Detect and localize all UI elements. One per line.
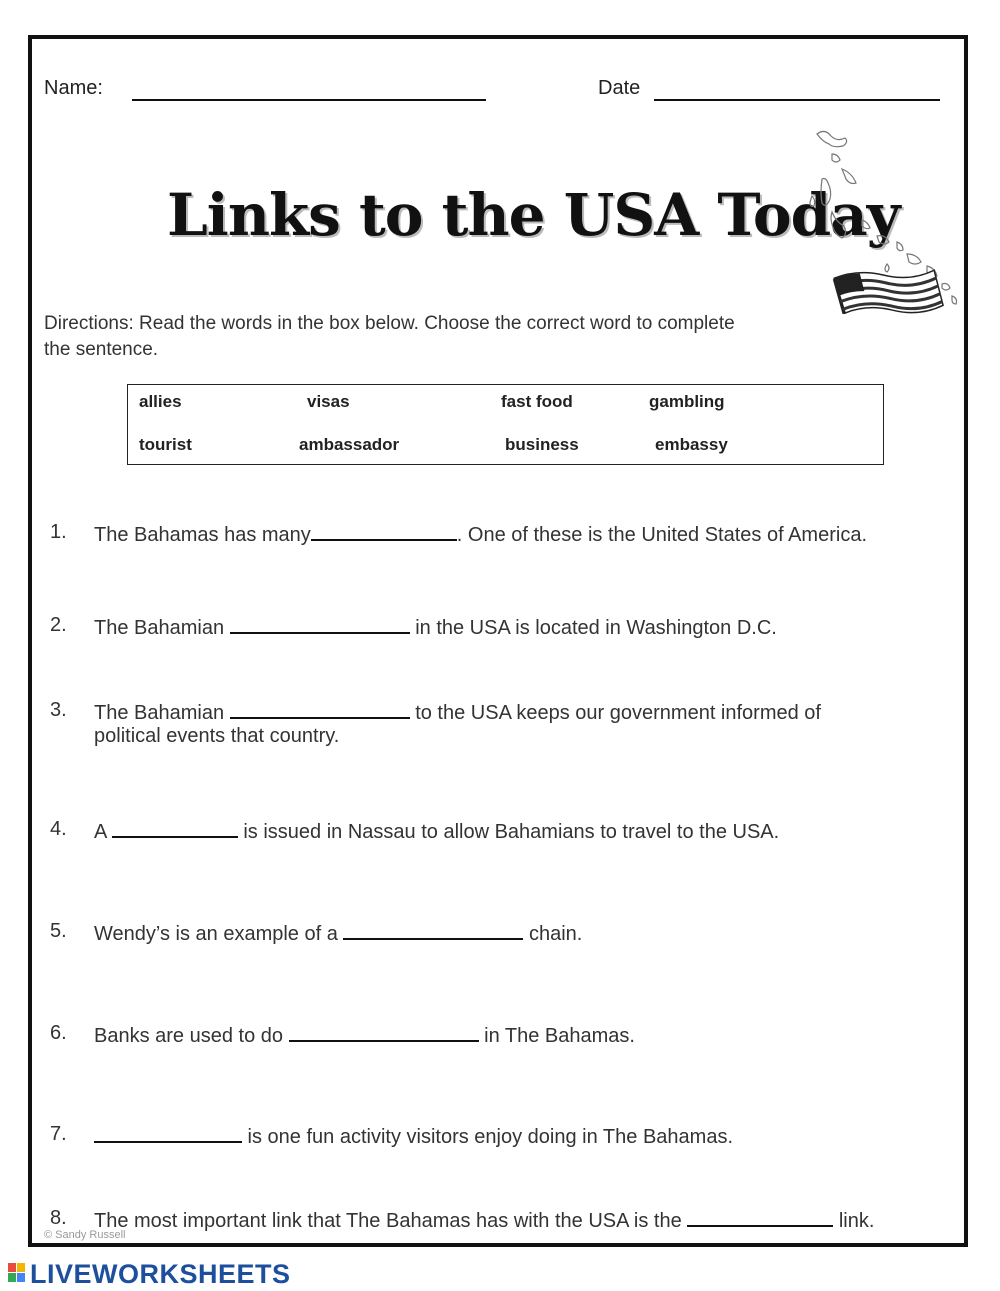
word-bank-item: ambassador bbox=[299, 435, 400, 454]
liveworksheets-logo-icon bbox=[8, 1263, 26, 1283]
question-text: The Bahamas has many bbox=[94, 524, 311, 546]
answer-blank[interactable] bbox=[112, 818, 238, 838]
date-field[interactable] bbox=[654, 99, 940, 101]
date-label: Date bbox=[598, 77, 641, 99]
answer-blank[interactable] bbox=[230, 614, 410, 634]
question-text: chain. bbox=[523, 923, 583, 945]
answer-blank[interactable] bbox=[687, 1207, 833, 1227]
word-bank-item: fast food bbox=[501, 392, 573, 411]
name-label: Name: bbox=[44, 77, 103, 99]
question-1 bbox=[94, 521, 867, 547]
question-7 bbox=[94, 1123, 733, 1149]
question-text: link. bbox=[833, 1210, 875, 1232]
word-bank-item: embassy bbox=[655, 435, 728, 454]
question-number: 2. bbox=[50, 614, 67, 636]
question-number: 5. bbox=[50, 920, 67, 942]
word-bank-item: gambling bbox=[649, 392, 725, 411]
question-text: is one fun activity visitors enjoy doing in The Bahamas. bbox=[242, 1126, 733, 1148]
question-number: 7. bbox=[50, 1123, 67, 1145]
word-bank-item: tourist bbox=[139, 435, 192, 454]
question-text: The most important link that The Bahamas has with the USA is the bbox=[94, 1210, 688, 1232]
answer-blank[interactable] bbox=[289, 1022, 479, 1042]
question-text: The Bahamian bbox=[94, 702, 230, 724]
answer-blank[interactable] bbox=[343, 920, 523, 940]
word-bank-item: visas bbox=[307, 392, 350, 411]
question-number: 4. bbox=[50, 818, 67, 840]
question-8 bbox=[94, 1207, 874, 1233]
question-text: in The Bahamas. bbox=[478, 1025, 635, 1047]
answer-blank[interactable] bbox=[311, 521, 457, 541]
page-title: Links to the USA Today bbox=[167, 181, 900, 249]
question-3-line-2: political events that country. bbox=[94, 725, 340, 747]
brand-name: LIVEWORKSHEETS bbox=[30, 1259, 291, 1289]
answer-blank[interactable] bbox=[230, 699, 410, 719]
directions-line-2: the sentence. bbox=[44, 339, 159, 360]
question-text: in the USA is located in Washington D.C. bbox=[409, 617, 777, 639]
question-2 bbox=[94, 614, 777, 640]
question-6 bbox=[94, 1022, 635, 1048]
question-text: The Bahamian bbox=[94, 617, 230, 639]
question-text: Wendy’s is an example of a bbox=[94, 923, 344, 945]
question-text: . One of these is the United States of America. bbox=[456, 524, 867, 546]
directions-line-1: Directions: Read the words in the box below. Choose the correct word to complete bbox=[44, 313, 735, 334]
question-text: A bbox=[94, 821, 112, 843]
question-number: 8. bbox=[50, 1207, 67, 1229]
question-number: 1. bbox=[50, 521, 67, 543]
word-bank bbox=[127, 384, 884, 465]
question-text: to the USA keeps our government informed of bbox=[409, 702, 821, 724]
question-text: Banks are used to do bbox=[94, 1025, 289, 1047]
copyright-text: © Sandy Russell bbox=[44, 1229, 126, 1241]
question-number: 6. bbox=[50, 1022, 67, 1044]
answer-blank[interactable] bbox=[94, 1123, 242, 1143]
question-3 bbox=[94, 699, 821, 725]
question-text: is issued in Nassau to allow Bahamians to travel to the USA. bbox=[237, 821, 780, 843]
word-bank-item: business bbox=[505, 435, 579, 454]
question-5 bbox=[94, 920, 582, 946]
bahamas-map-icon bbox=[802, 124, 972, 314]
worksheet-page bbox=[28, 35, 968, 1247]
question-4 bbox=[94, 818, 779, 844]
question-number: 3. bbox=[50, 699, 67, 721]
name-field[interactable] bbox=[132, 99, 486, 101]
word-bank-item: allies bbox=[139, 392, 182, 411]
